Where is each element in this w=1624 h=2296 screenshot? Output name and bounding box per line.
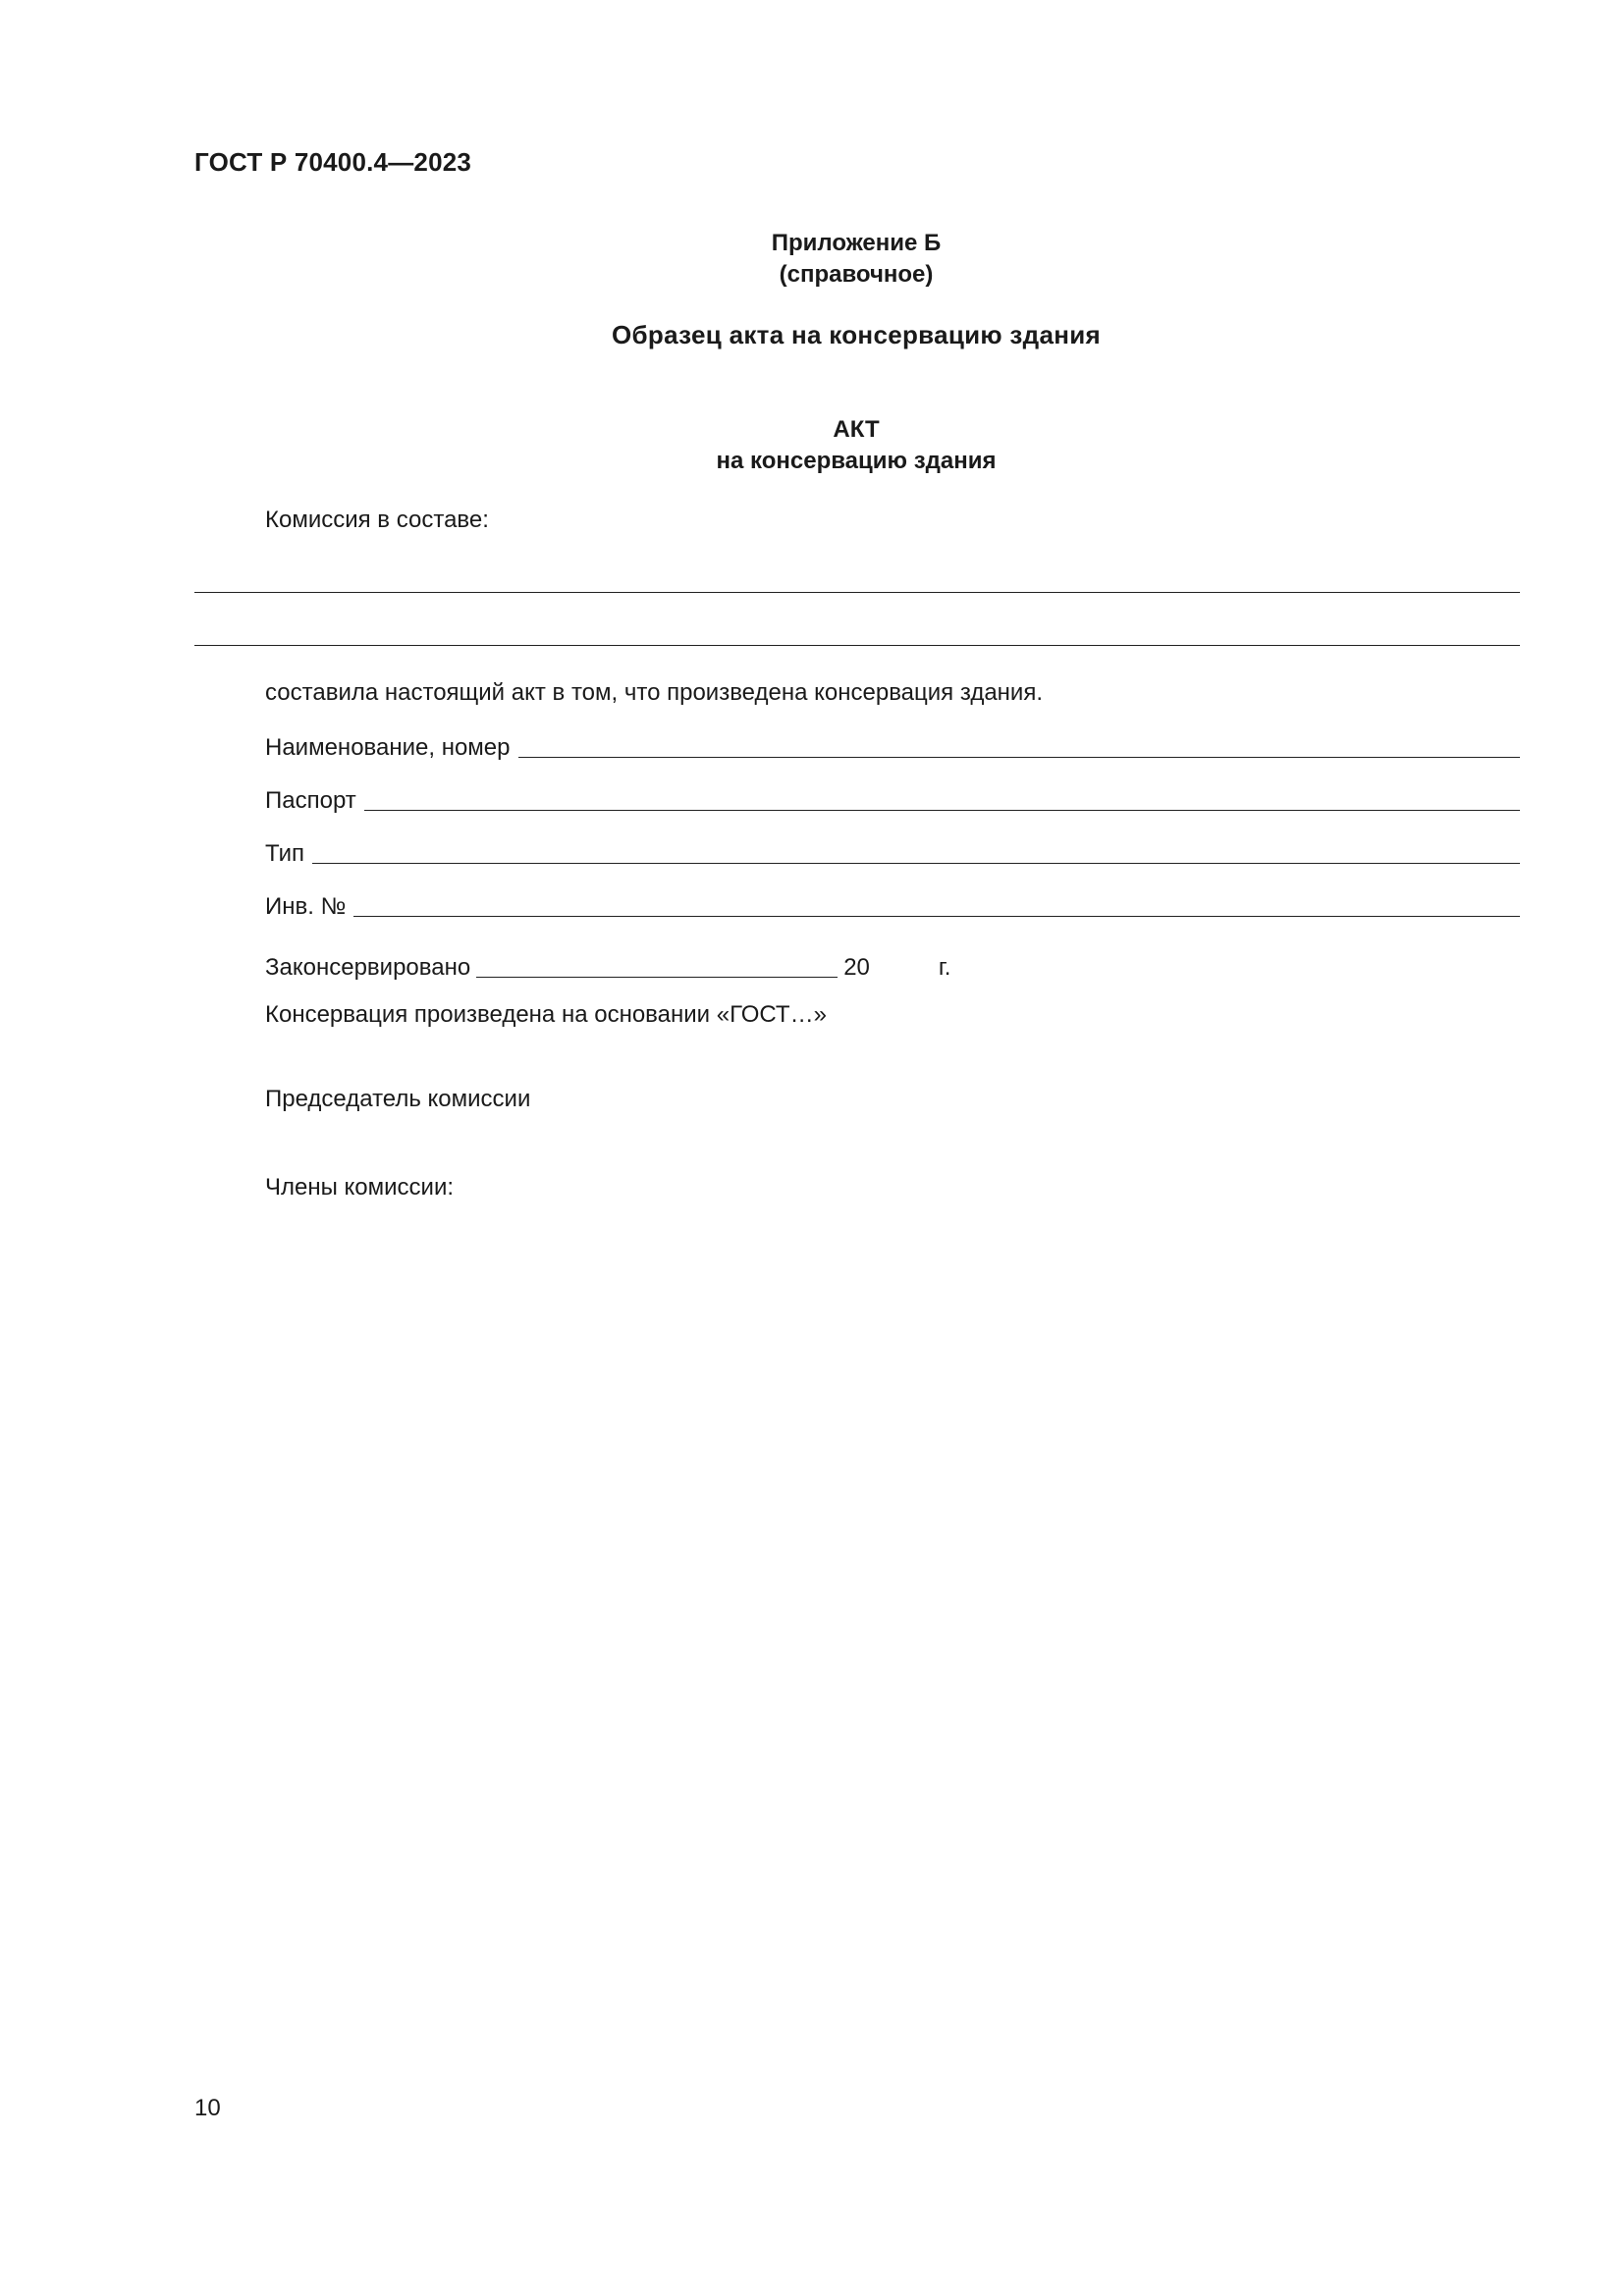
document-code: ГОСТ Р 70400.4—2023 bbox=[194, 147, 472, 177]
commission-line-1 bbox=[194, 592, 1520, 593]
commission-label: Комиссия в составе: bbox=[265, 507, 489, 533]
members-label: Члены комиссии: bbox=[265, 1174, 455, 1201]
annex-heading bbox=[194, 228, 1518, 291]
conserved-label: Законсервировано bbox=[265, 954, 471, 981]
type-label: Тип bbox=[265, 840, 305, 867]
inventory-blank bbox=[353, 890, 1520, 917]
type-field bbox=[265, 834, 1520, 868]
sample-title: Образец акта на консервацию здания bbox=[612, 320, 1101, 349]
conserved-date-blank bbox=[476, 951, 838, 978]
page-number: 10 bbox=[194, 2095, 221, 2121]
name-number-blank bbox=[518, 731, 1520, 758]
inventory-field bbox=[265, 887, 1520, 921]
annex-type: (справочное) bbox=[779, 261, 934, 288]
chairman-label: Председатель комиссии bbox=[265, 1086, 531, 1112]
statement-text: составила настоящий акт в том, что произведена консервация здания. bbox=[265, 679, 1043, 706]
annex-title: Приложение Б bbox=[771, 230, 942, 256]
basis-text: Консервация произведена на основании «ГОСТ…» bbox=[265, 1001, 827, 1028]
act-heading bbox=[194, 414, 1518, 477]
conserved-year-suffix: г. bbox=[938, 954, 951, 981]
conserved-year-prefix: 20 bbox=[843, 954, 870, 981]
name-number-label: Наименование, номер bbox=[265, 734, 511, 761]
commission-line-2 bbox=[194, 645, 1520, 646]
act-subtitle: на консервацию здания bbox=[716, 448, 997, 474]
passport-field bbox=[265, 781, 1520, 815]
act-title: АКТ bbox=[833, 416, 880, 443]
name-number-field bbox=[265, 728, 1520, 762]
type-blank bbox=[312, 837, 1520, 864]
conserved-date-field bbox=[265, 948, 950, 982]
passport-label: Паспорт bbox=[265, 787, 356, 814]
passport-blank bbox=[364, 784, 1520, 811]
inventory-label: Инв. № bbox=[265, 893, 347, 920]
